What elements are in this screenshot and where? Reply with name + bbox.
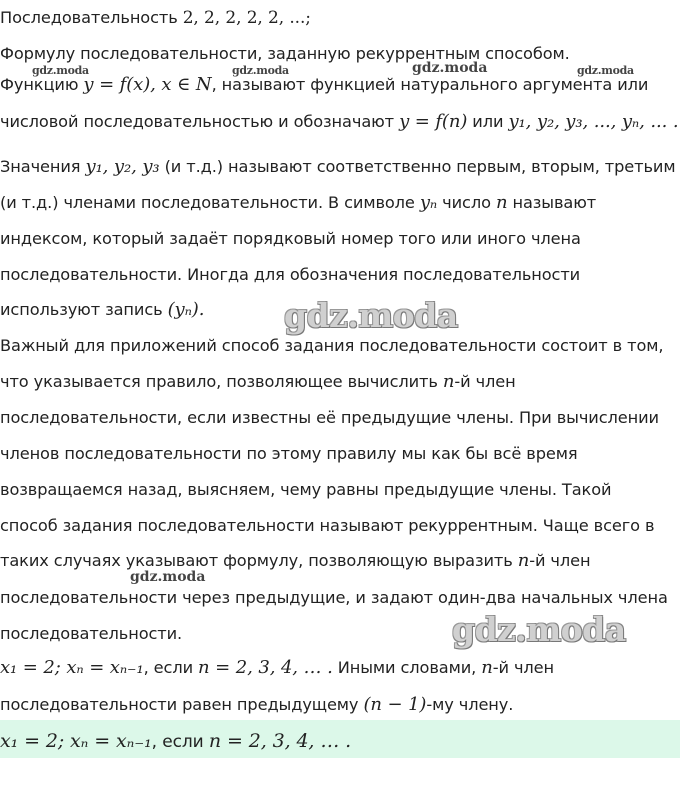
line-15: способ задания последовательности называют рекуррентным. Чаще всего в: [0, 516, 655, 535]
math-function: y = f(x), x ∈ N: [83, 74, 212, 95]
text: последовательности равен предыдущему: [0, 695, 364, 714]
text: -й член: [529, 551, 591, 570]
math-n: n: [517, 550, 530, 571]
line-12: последовательности, если известны её предыдущие члены. При вычислении: [0, 408, 659, 427]
math-recurrence: x₁ = 2; xₙ = xₙ₋₁: [0, 657, 144, 678]
math-n: n: [495, 192, 508, 213]
line-17: последовательности через предыдущие, и задают один-два начальных члена: [0, 588, 668, 607]
watermark: gdz.moda: [284, 296, 458, 335]
math-y123: y₁, y₂, y₃: [85, 156, 160, 177]
text: используют запись: [0, 300, 168, 319]
line-19: [0, 658, 554, 678]
line-6: [0, 193, 596, 213]
text: называют: [507, 193, 597, 212]
text: , если: [143, 658, 199, 677]
text: Иными словами,: [332, 658, 482, 677]
line-9: [0, 300, 204, 320]
text: -й член: [454, 372, 516, 391]
watermark: gdz.moda: [412, 60, 488, 76]
watermark: gdz.moda: [452, 610, 626, 649]
line-10: Важный для приложений способ задания последовательности состоит в том,: [0, 336, 664, 355]
watermark: gdz.moda: [232, 64, 289, 77]
math-ylist: y₁, y₂, y₃, ..., yₙ, ... .: [508, 111, 679, 132]
text: или: [467, 112, 509, 131]
math-yn-paren: (yₙ).: [167, 299, 205, 320]
line-2: Формулу последовательности, заданную рекуррентным способом.: [0, 44, 570, 63]
math-yfn: y = f(n): [399, 111, 468, 132]
math-sequence: 2, 2, 2, 2, 2, ...;: [182, 8, 311, 28]
math-yn: yₙ: [419, 192, 438, 213]
math-n-values: n = 2, 3, 4, … .: [208, 730, 352, 752]
watermark: gdz.moda: [32, 64, 89, 77]
line-14: возвращаемся назад, выясняем, чему равны предыдущие члены. Такой: [0, 480, 612, 499]
text: , если: [151, 732, 209, 752]
math-recurrence: x₁ = 2; xₙ = xₙ₋₁: [0, 730, 152, 752]
text: -му члену.: [426, 695, 514, 714]
text: -й член: [492, 658, 554, 677]
text: что указывается правило, позволяющее вычислить: [0, 372, 443, 391]
text: таких случаях указывают формулу, позволяющую выразить: [0, 551, 518, 570]
math-n: n: [481, 657, 493, 678]
line-7: индексом, который задаёт порядковый номер того или иного члена: [0, 229, 581, 248]
line-13: членов последовательности по этому правилу мы как бы всё время: [0, 444, 578, 463]
line-20: [0, 695, 513, 715]
line-1: [0, 8, 311, 28]
text: , называют функцией натурального аргумента или: [211, 75, 649, 94]
text: (и т.д.) членами последовательности. В символе: [0, 193, 420, 212]
text: Функцию: [0, 75, 84, 94]
text: число: [437, 193, 496, 212]
line-4: [0, 112, 678, 132]
line-5: [0, 157, 675, 177]
answer-line: [0, 731, 351, 752]
watermark: gdz.moda: [130, 569, 206, 585]
text: числовой последовательностью и обозначают: [0, 112, 400, 131]
line-16: [0, 551, 590, 571]
text: (и т.д.) называют соответственно первым, вторым, третьим: [159, 157, 676, 176]
text: Значения: [0, 157, 86, 176]
line-11: [0, 372, 516, 392]
math-n: n: [442, 371, 455, 392]
line-3: [0, 75, 648, 95]
watermark: gdz.moda: [577, 64, 634, 77]
math-n-values: n = 2, 3, 4, … .: [198, 657, 333, 678]
text: Последовательность: [0, 8, 183, 27]
line-8: последовательности. Иногда для обозначения последовательности: [0, 265, 581, 284]
line-18: последовательности.: [0, 624, 183, 643]
math-n-minus-1: (n − 1): [363, 694, 427, 715]
